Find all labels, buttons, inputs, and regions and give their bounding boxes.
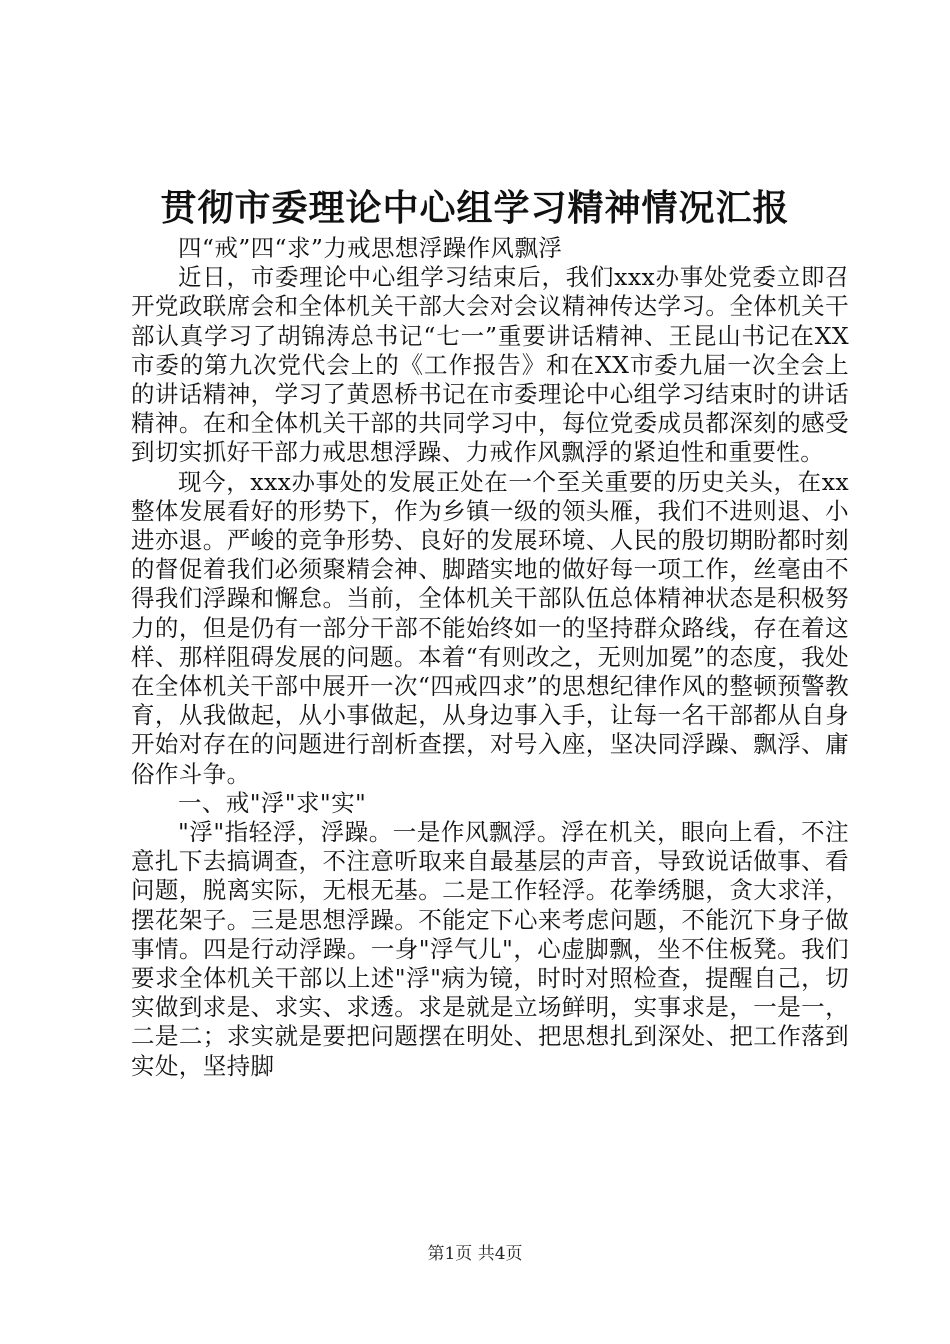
subtitle-paragraph: 四“戒”四“求”力戒思想浮躁作风飘浮 [178,234,563,262]
document-body [131,234,849,1081]
body-paragraph: 近日，市委理论中心组学习结束后，我们xxx办事处党委立即召开党政联席会和全体机关干部大会对会议精神传达学习。全体机关干部认真学习了胡锦涛总书记“七一”重要讲话精神、王昆山书记在XX市委的第九次党代会上的《工作报告》和在XX市委九届一次全会上的讲话精神，学习了黄恩桥书记在市委理论中心组学习结束时的讲话精神。在和全体机关干部的共同学习中，每位党委成员都深刻的感受到切实抓好干部力戒思想浮躁、力戒作风飘浮的紧迫性和重要性。 [131,263,849,467]
page-footer: 第1页 共4页 [427,1244,523,1264]
section-heading: 一、戒"浮"求"实" [178,788,367,817]
body-paragraph: "浮"指轻浮，浮躁。一是作风飘浮。浮在机关，眼向上看，不注意扎下去搞调查，不注意听取来自最基层的声音，导致说话做事、看问题，脱离实际，无根无基。二是工作轻浮。花拳绣腿，贪大求洋，摆花架子。三是思想浮躁。不能定下心来考虑问题，不能沉下身子做事情。四是行动浮躁。一身"浮气儿"，心虚脚飘，坐不住板凳。我们要求全体机关干部以上述"浮"病为镜，时时对照检查，提醒自己，切实做到求是、求实、求透。求是就是立场鲜明，实事求是，一是一，二是二；求实就是要把问题摆在明处、把思想扎到深处、把工作落到实处，坚持脚 [131,818,849,1080]
body-paragraph: 现今，xxx办事处的发展正处在一个至关重要的历史关头，在xx整体发展看好的形势下，作为乡镇一级的领头雁，我们不进则退、小进亦退。严峻的竞争形势、良好的发展环境、人民的殷切期盼都时刻的督促着我们必须聚精会神、脚踏实地的做好每一项工作，丝毫由不得我们浮躁和懈怠。当前，全体机关干部队伍总体精神状态是积极努力的，但是仍有一部分干部不能始终如一的坚持群众路线，存在着这样、那样阻碍发展的问题。本着“有则改之，无则加冕”的态度，我处在全体机关干部中展开一次“四戒四求”的思想纪律作风的整顿预警教育，从我做起，从小事做起，从身边事入手，让每一名干部都从自身开始对存在的问题进行剖析查摆，对号入座，坚决同浮躁、飘浮、庸俗作斗争。 [131,467,849,788]
document-title: 贯彻市委理论中心组学习精神情况汇报 [160,187,790,229]
